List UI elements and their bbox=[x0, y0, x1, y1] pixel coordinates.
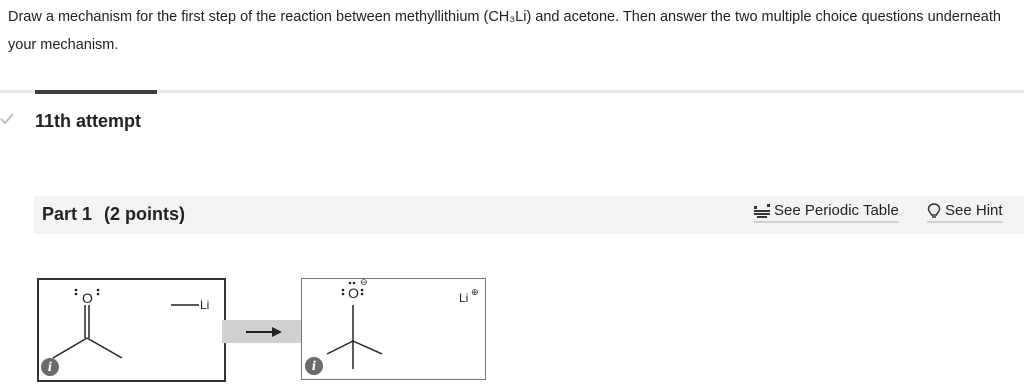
see-hint-link[interactable] bbox=[927, 202, 1003, 223]
see-periodic-table-link[interactable] bbox=[754, 202, 899, 223]
oxygen-atom-label: O bbox=[348, 285, 359, 301]
info-icon[interactable]: i bbox=[41, 358, 59, 376]
periodic-table-icon bbox=[754, 204, 770, 218]
reaction-arrow-band bbox=[222, 320, 301, 343]
cation-charge: ⊕ bbox=[471, 287, 479, 297]
part-label: Part 1 bbox=[42, 204, 93, 224]
acetone-structure bbox=[39, 280, 224, 380]
alkoxide-structure bbox=[302, 279, 485, 379]
reactant-drawing-box[interactable] bbox=[37, 278, 226, 382]
lithium-atom-label: Li bbox=[200, 298, 210, 312]
attempt-title: 11th attempt bbox=[35, 111, 142, 131]
lightbulb-icon bbox=[927, 203, 941, 219]
check-icon bbox=[0, 112, 14, 126]
part-title bbox=[42, 204, 185, 225]
info-icon[interactable]: i bbox=[305, 357, 323, 375]
attempt-tab-indicator bbox=[35, 90, 157, 94]
part-header bbox=[34, 196, 1024, 234]
lithium-cation-label: Li bbox=[459, 291, 469, 305]
part-points: (2 points) bbox=[104, 204, 186, 224]
periodic-table-label: See Periodic Table bbox=[774, 202, 899, 219]
hint-label: See Hint bbox=[945, 202, 1003, 219]
question-text: Draw a mechanism for the first step of the reaction between methyllithium (CH₃Li) and acetone. Then answer the two multiple choice questions underneath your mechanism. bbox=[8, 9, 1001, 53]
anion-charge: ⊖ bbox=[360, 277, 368, 287]
product-drawing-box[interactable] bbox=[301, 278, 486, 380]
oxygen-atom-label: O bbox=[82, 290, 93, 306]
reaction-arrow-icon bbox=[222, 320, 301, 343]
